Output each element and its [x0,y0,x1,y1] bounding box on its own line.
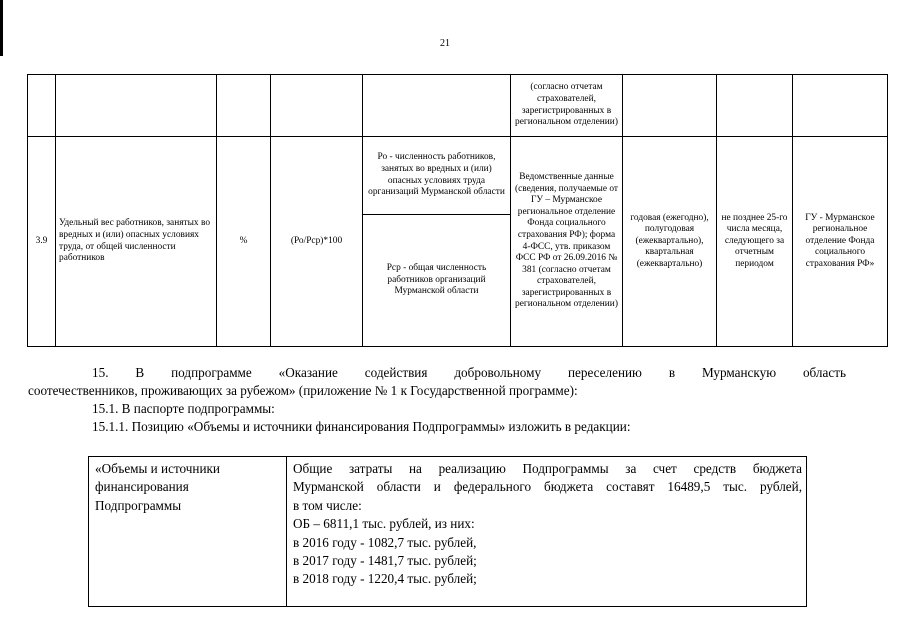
paragraph-15-line1: 15. В подпрограмме «Оказание содействия добровольному переселению в Мурманскую область [92,365,846,380]
variable-ro-cell: Ро - численность работников, занятых во вредных и (или) опасных условиях труда организаций Мурманской области [363,137,511,215]
table-row [89,457,807,607]
indicators-table [27,74,888,347]
formula-cell: (Ро/Рср)*100 [271,137,363,347]
paragraph-15 [28,364,846,400]
page-edge [0,0,3,56]
deadline-cell: не позднее 25-го числа месяца, следующего за отчетным периодом [717,137,793,347]
data-source-cell: Ведомственные данные (сведения, получаемые от ГУ – Мурманское региональное отделение Фонда социального страхования РФ); форма 4-ФСС, утв. приказом ФСС РФ от 26.09.2016 № 381 (согласно отчетам страхователей, зарегистрированных в региональном отделении) [511,137,623,347]
variable-rsr-cell: Рср - общая численность работников организаций Мурманской области [363,215,511,347]
financing-label-line: «Объемы и источники [95,461,220,476]
table-row [28,75,888,137]
financing-content-line: в том числе: [293,497,362,513]
paragraph-15-1: 15.1. В паспорте подпрограммы: [92,401,275,416]
paragraph-15-line2: соотечественников, проживающих за рубежом» (приложение № 1 к Государственной программе): [28,383,578,398]
financing-content-line: в 2017 году - 1481,7 тыс. рублей; [293,553,477,569]
row-number-cell: 3.9 [28,137,56,347]
unit-cell: % [217,137,271,347]
financing-table [88,456,807,607]
financing-content-line: в 2016 году - 1082,7 тыс. рублей, [293,534,477,550]
financing-label-cell [89,457,287,607]
financing-label-line: Подпрограммы [95,497,182,513]
financing-content-cell [287,457,807,607]
table-row [28,137,888,215]
financing-content-line: ОБ – 6811,1 тыс. рублей, из них: [293,516,475,532]
indicator-cell: Удельный вес работников, занятых во вредных и (или) опасных условиях труда, от общей численности работников [56,137,217,347]
periodicity-cell: годовая (ежегодно), полугодовая (ежеквартально), квартальная (ежеквартально) [623,137,717,347]
financing-content-line: в 2018 году - 1220,4 тыс. рублей; [293,571,477,587]
financing-label-line: финансирования [95,479,189,495]
source-continuation-cell: (согласно отчетам страхователей, зарегистрированных в региональном отделении) [511,75,623,137]
financing-content-line: Мурманской области и федерального бюджета составят 16489,5 тыс. рублей, [293,479,802,495]
page-number: 21 [440,38,450,49]
responsible-cell: ГУ - Мурманское региональное отделение Фонда социального страхования РФ» [793,137,888,347]
financing-content-line: Общие затраты на реализацию Подпрограммы за счет средств бюджета [293,461,802,476]
paragraph-15-1-1: 15.1.1. Позицию «Объемы и источники финансирования Подпрограммы» изложить в редакции: [92,419,631,434]
